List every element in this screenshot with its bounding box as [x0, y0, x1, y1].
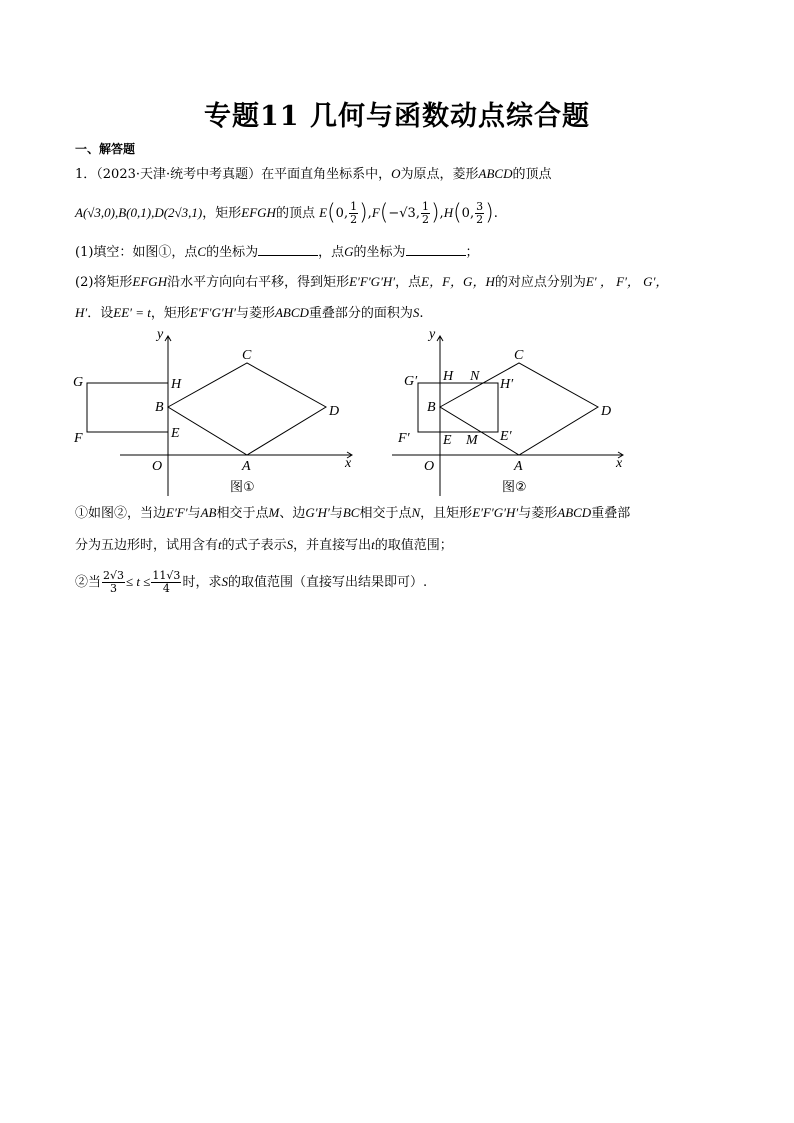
var-t: t [218, 537, 222, 552]
prime-points: E′ ， F′， G′， [585, 274, 669, 289]
x-label: x [345, 456, 352, 471]
figure-1 [70, 318, 370, 498]
text: (1)填空：如图①，点 [75, 245, 198, 260]
point-e-label: E [443, 433, 452, 448]
answer-blank-g[interactable] [406, 243, 466, 256]
text: 沿水平方向向右平移，得到矩形 [167, 275, 350, 290]
y-label: y [157, 327, 164, 342]
text: ，矩形 [150, 306, 190, 321]
var-t: t [371, 537, 375, 552]
text: 的坐标为 [206, 245, 259, 260]
text: ．设 [87, 306, 114, 321]
point-b-label: B [155, 400, 164, 415]
text: 的顶点 [512, 167, 552, 182]
edge-ab: AB [200, 505, 217, 520]
text: ，并直接写出 [293, 538, 372, 553]
rect-prime-name: E′F′G′H′ [349, 274, 396, 289]
sub-question-1-line-2 [75, 537, 453, 554]
text: 与菱形 [235, 306, 275, 321]
text: 相交于点 [216, 506, 269, 521]
page-title: 专题11 几何与函数动点综合题 [204, 101, 590, 132]
text: 与菱形 [518, 506, 558, 521]
rect-prime-name: E′F′G′H′ [189, 305, 236, 320]
rect-name: EFGH [132, 274, 168, 289]
rhombus-abcd [440, 363, 598, 455]
part-2-line-1 [75, 274, 668, 291]
fraction-upper-bound: $\frac{11√3}{4}$ [152, 569, 181, 595]
text: 的取值范围（直接写出结果即可）. [227, 575, 428, 590]
text: 重叠部分的面积为 [308, 306, 413, 321]
figure-1-caption: 图① [230, 480, 255, 495]
text: 的式子表示 [221, 538, 287, 553]
point-b-label: B [427, 400, 436, 415]
area-s: S [412, 305, 420, 320]
part-1 [75, 243, 479, 261]
answer-blank-c[interactable] [258, 243, 318, 256]
coord: 0 [335, 206, 344, 221]
point-h-label: H [443, 369, 454, 384]
point-letters: E，F，G，H [421, 274, 495, 289]
rhombus-name: ABCD [557, 505, 592, 520]
point-g-prime-label: G′ [404, 374, 418, 389]
point-n-label: N [470, 369, 480, 384]
fraction-lower-bound: $\frac{2√3}{3}$ [103, 569, 125, 595]
rect-prime-name: E′F′G′H′ [472, 505, 519, 520]
coord: 0 [461, 206, 470, 221]
inequality: ≤ t ≤ [126, 574, 151, 589]
point-e-label: E [171, 426, 180, 441]
shift-equation: EE′ = t [113, 305, 151, 320]
point-c-label: C [242, 348, 252, 363]
point-d-label: D [329, 404, 340, 419]
text: 、边 [279, 506, 306, 521]
point-o: O [391, 166, 401, 181]
figure-2 [390, 318, 640, 498]
y-label: y [429, 327, 436, 342]
text: 分为五边形时，试用含有 [75, 538, 219, 553]
point-h-label: H [443, 205, 454, 220]
text: ②当 [75, 575, 102, 590]
rhombus-abcd [168, 363, 326, 455]
rhombus-name: ABCD [274, 305, 309, 320]
x-label: x [616, 456, 623, 471]
text: ，点 [318, 245, 345, 260]
sub-question-1-line-1 [75, 505, 630, 522]
point-h-label: H [171, 377, 182, 392]
sub-question-2 [75, 570, 427, 595]
point-g-label: G [73, 375, 84, 390]
figure-2-caption: 图② [502, 480, 527, 495]
text: 重叠部 [591, 506, 631, 521]
point-d-label: D [601, 404, 612, 419]
edge-gh-prime: G′H′ [305, 505, 330, 520]
point-f-label: F [74, 431, 83, 446]
area-s: S [286, 537, 294, 552]
origin-label: O [424, 459, 435, 474]
text: 与 [329, 506, 343, 521]
point-f-label: F [371, 205, 380, 220]
edge-bc: BC [342, 505, 360, 520]
point-c: C [197, 244, 207, 259]
point-f-prime-label: F′ [398, 431, 410, 446]
text: 为原点，菱形 [400, 167, 479, 182]
coord: −√3 [388, 206, 416, 221]
point-h-prime: H′ [75, 305, 88, 320]
point-e-prime-label: E′ [500, 429, 512, 444]
text: ，且矩形 [420, 506, 473, 521]
text: ①如图②，当边 [75, 506, 167, 521]
section-heading: 一、解答题 [75, 142, 136, 156]
text: 相交于点 [359, 506, 412, 521]
area-s: S [221, 574, 228, 589]
rhombus-name: ABCD [478, 166, 513, 181]
fraction-half: $\frac{1}{2}$ [350, 200, 358, 226]
fraction-three-halves: $\frac{3}{2}$ [476, 200, 484, 226]
question-source: 1．（2023·天津·统考中考真题）在平面直角坐标系中， [75, 167, 392, 182]
question-line-1 [75, 166, 552, 183]
part-2-line-2: H′．设EE′ = t，矩形E′F′G′H′与菱形ABCD重叠部分的面积为S. [75, 305, 424, 321]
text: ，点 [395, 275, 422, 290]
fraction-half: $\frac{1}{2}$ [421, 200, 429, 226]
point-h-prime-label: H′ [500, 377, 514, 392]
edge-ef-prime: E′F′ [166, 505, 188, 520]
rhombus-coords: A(√3,0),B(0,1),D(2√3,1) [75, 205, 203, 220]
text: 的顶点 [275, 206, 315, 221]
text: ，矩形 [202, 206, 242, 221]
text: 时，求 [182, 575, 222, 590]
point-a-label: A [514, 459, 523, 474]
text: 与 [187, 506, 201, 521]
point-c-label: C [514, 348, 524, 363]
point-m-label: M [466, 433, 478, 448]
point-n: N [411, 505, 421, 520]
text: 的对应点分别为 [494, 275, 586, 290]
point-a-label: A [242, 459, 251, 474]
question-line-2: A(√3,0),B(0,1),D(2√3,1)，矩形EFGH的顶点 E(0, $\frac{1}{2}$ ),F(−√3, $\frac{1}{2}$ ),H(0, $\frac{3}{2}$ ). [75, 200, 498, 226]
origin-label: O [152, 459, 163, 474]
text: 的取值范围； [374, 538, 453, 553]
text: 的坐标为 [353, 245, 406, 260]
point-e-label: E [319, 205, 328, 220]
point-g: G [344, 244, 354, 259]
text: (2)将矩形 [75, 275, 133, 290]
rect-name: EFGH [241, 205, 276, 220]
text: ； [465, 245, 479, 260]
point-m: M [268, 505, 280, 520]
